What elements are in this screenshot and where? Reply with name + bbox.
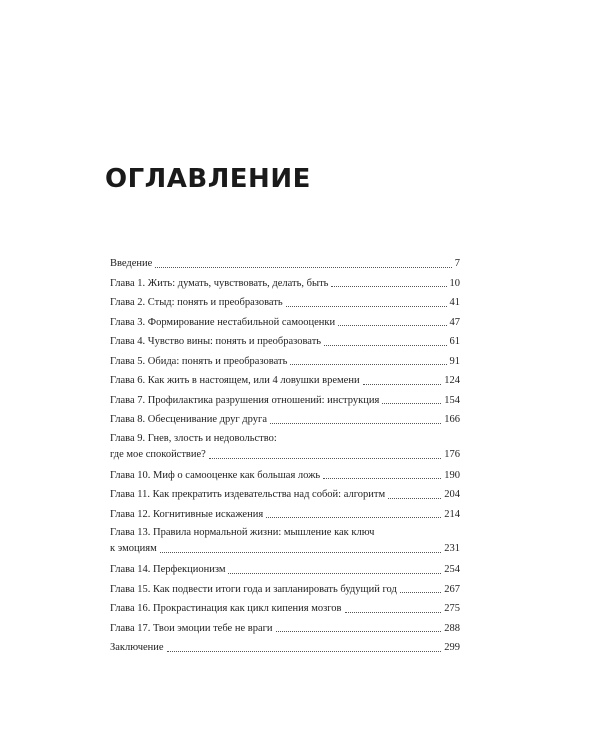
toc-entry[interactable] bbox=[110, 638, 460, 658]
toc-entry-page: 124 bbox=[444, 375, 460, 386]
leader-dots bbox=[228, 572, 441, 574]
toc-entry-title: Глава 3. Формирование нестабильной самооценки bbox=[110, 316, 336, 328]
toc-entry-page: 154 bbox=[444, 394, 460, 406]
toc-entry[interactable] bbox=[110, 466, 460, 486]
leader-dots bbox=[270, 422, 441, 424]
toc-entry-title: Глава 14. Перфекционизм bbox=[110, 564, 226, 575]
toc-entry[interactable] bbox=[110, 580, 460, 600]
leader-dots bbox=[363, 383, 442, 385]
toc-entry[interactable] bbox=[110, 485, 460, 505]
toc-entry-title: Глава 4. Чувство вины: понять и преобразовать bbox=[110, 336, 322, 347]
toc-entry-page: 176 bbox=[444, 448, 460, 460]
leader-dots bbox=[167, 650, 442, 652]
leader-dots bbox=[290, 363, 446, 365]
leader-dots bbox=[266, 516, 441, 518]
leader-dots bbox=[155, 266, 451, 268]
toc-entry[interactable] bbox=[110, 313, 460, 333]
toc-entry[interactable] bbox=[110, 332, 460, 352]
toc-entry-page: 299 bbox=[444, 642, 460, 653]
leader-dots bbox=[276, 630, 442, 632]
toc-entry[interactable] bbox=[110, 619, 460, 639]
toc-entry-page: 10 bbox=[449, 277, 460, 289]
toc-entry[interactable] bbox=[110, 505, 460, 525]
leader-dots bbox=[345, 611, 442, 613]
toc-entry-title-cont: где мое спокойствие? bbox=[110, 448, 206, 460]
toc-entry-title: Глава 13. Правила нормальной жизни: мышление как ключ bbox=[110, 527, 375, 538]
toc-entry-page: 288 bbox=[444, 622, 460, 634]
toc-entry[interactable] bbox=[110, 599, 460, 619]
toc-entry-page: 275 bbox=[444, 603, 460, 614]
toc-entry-page: 61 bbox=[449, 336, 460, 347]
toc-entry[interactable] bbox=[110, 371, 460, 391]
toc-entry-title: Глава 5. Обида: понять и преобразовать bbox=[110, 355, 288, 367]
leader-dots bbox=[338, 324, 446, 326]
leader-dots bbox=[160, 551, 442, 553]
toc-entry-title: Глава 15. Как подвести итоги года и запланировать будущий год bbox=[110, 583, 397, 595]
toc-entry[interactable] bbox=[110, 560, 460, 580]
leader-dots bbox=[209, 457, 441, 459]
toc-entry-title: Глава 8. Обесценивание друг друга bbox=[110, 414, 267, 425]
toc-entry-page: 190 bbox=[444, 469, 460, 481]
toc-entry-page: 254 bbox=[444, 564, 460, 575]
leader-dots bbox=[331, 285, 446, 287]
toc-entry-page: 41 bbox=[449, 297, 460, 308]
toc-entry-page: 204 bbox=[444, 489, 460, 500]
toc-entry-title: Глава 17. Твои эмоции тебе не враги bbox=[110, 622, 273, 634]
toc-entry-page: 7 bbox=[454, 258, 460, 269]
toc-entry-title: Глава 6. Как жить в настоящем, или 4 ловушки времени bbox=[110, 375, 360, 386]
leader-dots bbox=[400, 591, 441, 593]
toc-entry[interactable] bbox=[110, 254, 460, 274]
page-title: ОГЛАВЛЕНИЕ bbox=[105, 164, 311, 194]
leader-dots bbox=[388, 497, 441, 499]
leader-dots bbox=[382, 402, 441, 404]
toc-entry[interactable] bbox=[110, 432, 460, 466]
toc-entry-title: Глава 1. Жить: думать, чувствовать, делать, быть bbox=[110, 277, 329, 289]
toc-entry-page: 214 bbox=[444, 508, 460, 520]
leader-dots bbox=[286, 305, 447, 307]
toc-entry-title: Глава 16. Прокрастинация как цикл кипения мозгов bbox=[110, 603, 342, 614]
toc-entry-page: 231 bbox=[444, 543, 460, 554]
table-of-contents bbox=[110, 254, 460, 658]
toc-entry-page: 47 bbox=[449, 316, 460, 328]
leader-dots bbox=[323, 477, 441, 479]
toc-entry[interactable] bbox=[110, 293, 460, 313]
toc-entry[interactable] bbox=[110, 352, 460, 372]
toc-entry-title: Глава 10. Миф о самооценке как большая ложь bbox=[110, 469, 321, 481]
toc-entry-title: Глава 12. Когнитивные искажения bbox=[110, 508, 264, 520]
toc-entry-title: Заключение bbox=[110, 642, 164, 653]
toc-entry-title: Глава 2. Стыд: понять и преобразовать bbox=[110, 297, 283, 308]
toc-entry-title: Глава 11. Как прекратить издевательства над собой: алгоритм bbox=[110, 489, 386, 500]
toc-entry-title: Глава 9. Гнев, злость и недовольство: bbox=[110, 432, 277, 444]
toc-entry-page: 267 bbox=[444, 583, 460, 595]
toc-entry[interactable] bbox=[110, 274, 460, 294]
toc-entry-page: 166 bbox=[444, 414, 460, 425]
toc-entry[interactable] bbox=[110, 526, 460, 560]
toc-entry-title-cont: к эмоциям bbox=[110, 543, 157, 554]
toc-entry[interactable] bbox=[110, 410, 460, 430]
toc-entry-title: Глава 7. Профилактика разрушения отношений: инструкция bbox=[110, 394, 380, 406]
toc-entry-title: Введение bbox=[110, 258, 153, 269]
toc-entry[interactable] bbox=[110, 391, 460, 411]
toc-entry-page: 91 bbox=[449, 355, 460, 367]
leader-dots bbox=[324, 344, 446, 346]
